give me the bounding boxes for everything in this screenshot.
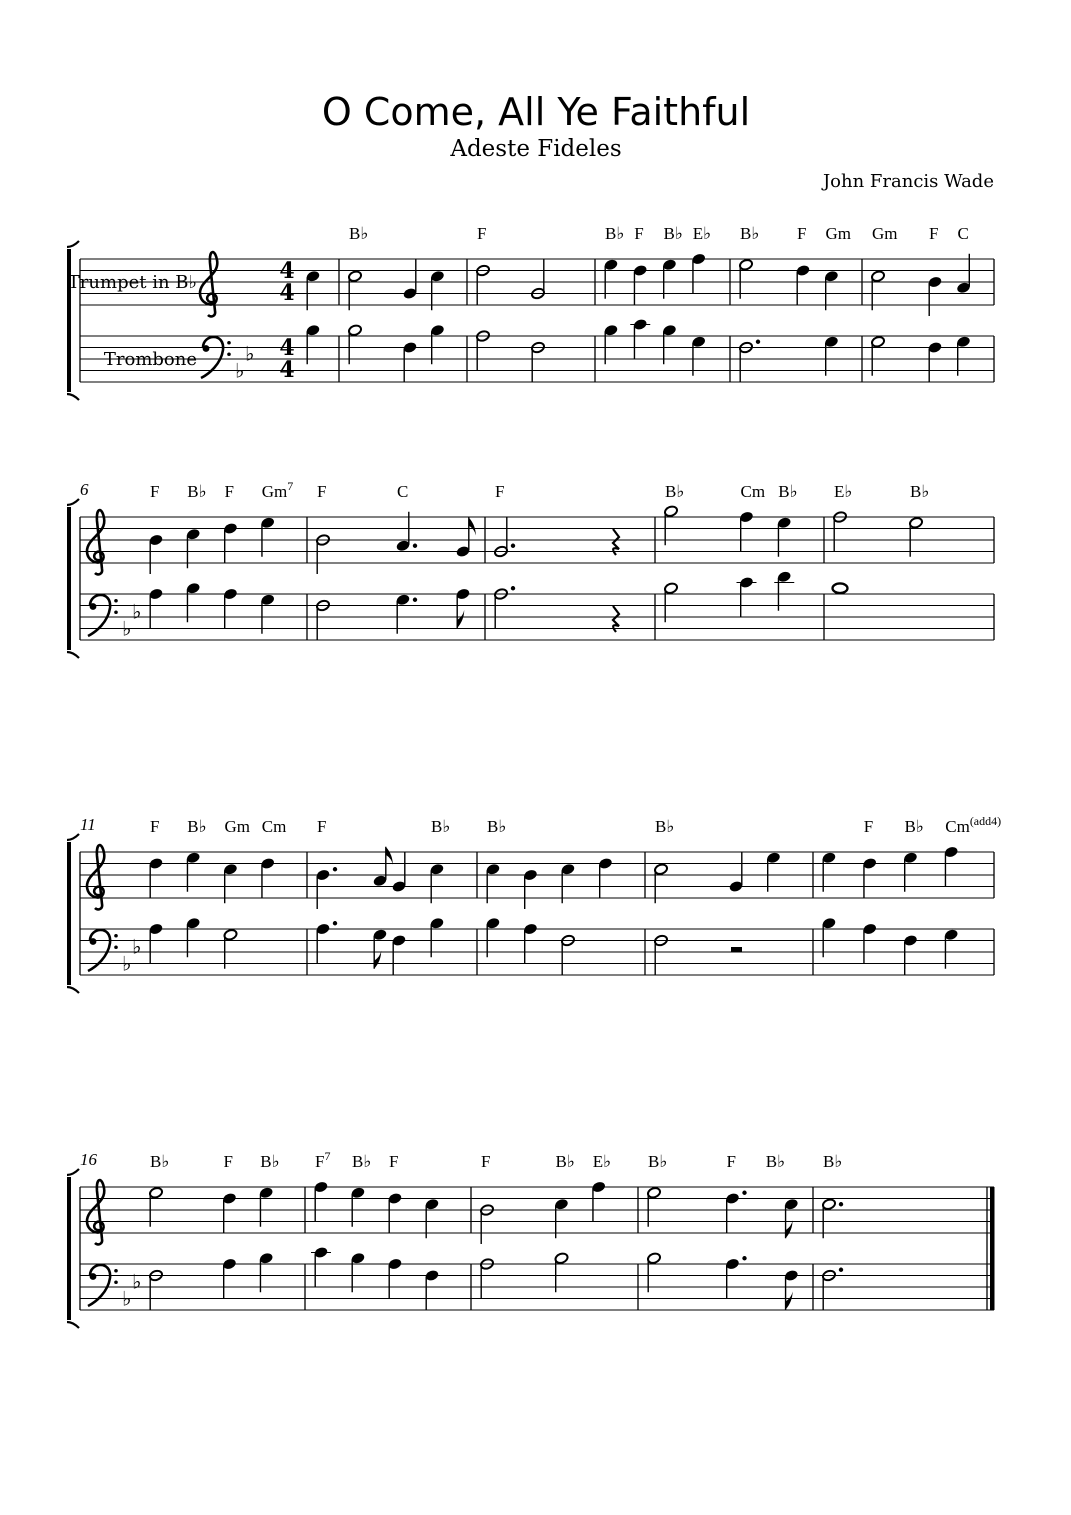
trumpet-note <box>260 857 275 898</box>
chord-root: Gm <box>224 817 250 836</box>
bass-clef-dot <box>114 610 118 614</box>
chord-root: Cm <box>261 817 287 836</box>
dot <box>413 598 417 602</box>
dot <box>511 586 515 590</box>
trombone-note <box>391 934 406 975</box>
treble-clef-icon <box>200 252 217 316</box>
chord-symbol <box>225 482 234 501</box>
bass-clef-dot <box>114 1280 118 1284</box>
trumpet-note <box>186 851 201 892</box>
dot <box>742 1191 746 1195</box>
chord-symbol <box>766 1152 785 1171</box>
chord-root: Gm <box>261 482 288 501</box>
trumpet-note <box>591 1180 606 1221</box>
chord-root: B♭ <box>431 817 451 836</box>
chord-root: B♭ <box>352 1152 372 1171</box>
chord-symbol <box>655 817 674 836</box>
trombone-note <box>259 1252 274 1293</box>
chord-root: B♭ <box>260 1152 280 1171</box>
key-signature-flat: ♭ <box>132 1269 142 1294</box>
chord-symbol <box>187 817 206 836</box>
trumpet-note <box>822 1198 844 1238</box>
treble-clef-icon <box>87 1180 104 1244</box>
key-signature-flat: ♭ <box>122 1286 132 1311</box>
trombone-note <box>311 1246 331 1287</box>
bass-clef-dot <box>203 345 210 352</box>
trombone-note <box>554 1252 569 1292</box>
chord-symbol <box>826 224 852 243</box>
trumpet-note <box>795 264 810 305</box>
trumpet-note <box>305 270 320 311</box>
chord-root: F <box>797 224 807 243</box>
trumpet-note <box>956 254 971 295</box>
chord-symbol <box>352 1152 371 1171</box>
chord-symbol <box>740 224 759 243</box>
trombone-note <box>494 586 516 628</box>
chord-symbol <box>150 817 159 836</box>
chord-root: B♭ <box>487 817 507 836</box>
chord-root: B♭ <box>150 1152 170 1171</box>
trumpet-note <box>429 863 444 904</box>
time-signature-denominator: 4 <box>279 357 295 383</box>
trumpet-staff <box>80 1187 994 1233</box>
chord-symbol <box>664 224 683 243</box>
time-signature-numerator: 4 <box>279 258 295 284</box>
trumpet-note <box>603 258 618 299</box>
trombone-note <box>148 922 163 963</box>
chord-symbol <box>693 224 711 243</box>
chord-root: B♭ <box>187 482 207 501</box>
chord-symbol <box>262 479 294 501</box>
chord-symbol <box>225 817 251 836</box>
key-signature-flat: ♭ <box>235 358 245 383</box>
chord-symbol <box>778 482 797 501</box>
chord-root: Cm <box>740 482 766 501</box>
trumpet-note <box>662 258 677 299</box>
bass-clef-dot <box>114 1269 118 1273</box>
trumpet-note <box>824 270 839 311</box>
chord-symbol <box>481 1152 490 1171</box>
trumpet-note <box>223 863 238 904</box>
time-signature-denominator: 4 <box>279 280 295 306</box>
chord-root: F <box>726 1152 736 1171</box>
trombone-note <box>485 917 500 958</box>
key-signature-flat: ♭ <box>132 934 142 959</box>
chord-root: F <box>150 482 160 501</box>
score-subtitle: Adeste Fideles <box>450 136 622 162</box>
bass-clef-dot <box>114 599 118 603</box>
chord-root: C <box>957 224 969 243</box>
trombone-note <box>630 318 650 359</box>
trumpet-note <box>148 857 163 898</box>
trombone-note <box>223 928 238 968</box>
bracket-top-hook <box>67 1169 79 1175</box>
trombone-note <box>833 582 848 595</box>
trumpet-note <box>315 867 337 909</box>
trumpet-note <box>260 516 275 557</box>
chord-root: B♭ <box>910 482 930 501</box>
trumpet-note <box>186 528 201 569</box>
trumpet-note <box>424 1198 439 1239</box>
trumpet-note <box>728 853 743 894</box>
chord-symbol <box>929 224 938 243</box>
bracket-top-hook <box>67 834 79 840</box>
chord-root: F <box>634 224 644 243</box>
chord-root: B♭ <box>904 817 924 836</box>
trombone-note <box>372 928 387 969</box>
bass-clef-dot <box>227 352 231 356</box>
key-signature-flat: ♭ <box>245 341 255 366</box>
trombone-note <box>350 1252 365 1293</box>
trombone-note <box>523 922 538 963</box>
trumpet-note <box>821 851 836 892</box>
trombone-note <box>186 917 201 958</box>
chord-symbol <box>262 817 287 836</box>
trombone-note <box>903 934 918 975</box>
flag <box>786 1220 793 1238</box>
chord-root: F <box>477 224 487 243</box>
trumpet-staff <box>80 517 994 563</box>
bass-clef-dot <box>90 938 97 945</box>
chord-root: B♭ <box>555 1152 575 1171</box>
time-signature-numerator: 4 <box>279 335 295 361</box>
chord-root: B♭ <box>778 482 798 501</box>
chord-symbol <box>605 224 624 243</box>
trumpet-note <box>691 252 706 293</box>
trumpet-note <box>598 857 613 898</box>
trombone-note <box>784 1269 799 1310</box>
bracket-bottom-hook <box>67 1322 79 1328</box>
trumpet-note <box>903 851 918 892</box>
trumpet-note <box>560 863 575 904</box>
dot <box>333 921 337 925</box>
flag <box>374 951 381 969</box>
trumpet-note <box>523 868 538 909</box>
bass-clef-dot <box>90 603 97 610</box>
trumpet-note <box>944 845 959 886</box>
measure-number: 6 <box>80 480 89 499</box>
trumpet-note <box>909 516 924 556</box>
trumpet-note <box>725 1191 747 1233</box>
chord-root: F <box>389 1152 399 1171</box>
chord-root: F <box>224 482 234 501</box>
bracket-bottom-hook <box>67 394 79 400</box>
chord-symbol <box>958 224 969 243</box>
trombone-note <box>348 324 363 364</box>
trombone-staff <box>80 594 994 640</box>
trombone-note <box>186 582 201 623</box>
chord-root: B♭ <box>765 1152 786 1171</box>
bass-clef-dot <box>114 934 118 938</box>
chord-symbol <box>477 224 486 243</box>
chord-root: B♭ <box>349 224 369 243</box>
chord-symbol <box>556 1152 575 1171</box>
chord-root: B♭ <box>823 1152 843 1171</box>
chord-root: C <box>397 482 409 501</box>
chord-root: B♭ <box>605 224 625 243</box>
chord-symbol <box>741 482 766 501</box>
chord-root: B♭ <box>663 224 683 243</box>
chord-root: Gm <box>872 224 898 243</box>
key-signature-flat: ♭ <box>122 616 132 641</box>
chord-root: E♭ <box>692 224 712 243</box>
flag <box>469 518 476 536</box>
chord-symbol <box>224 1152 233 1171</box>
chord-symbol <box>648 1152 667 1171</box>
trumpet-note <box>348 270 363 310</box>
chord-extension: 7 <box>287 479 294 493</box>
trumpet-note <box>927 275 942 316</box>
trumpet-note <box>654 863 669 903</box>
treble-clef-icon <box>87 510 104 574</box>
trombone-note <box>871 335 886 375</box>
trumpet-note <box>313 1180 328 1221</box>
dot <box>742 1256 746 1260</box>
chord-symbol <box>910 482 929 501</box>
trumpet-note <box>485 863 500 904</box>
chord-symbol <box>389 1152 398 1171</box>
chord-symbol <box>187 482 206 501</box>
chord-root: F <box>317 817 327 836</box>
trombone-note <box>387 1257 402 1298</box>
chord-symbol <box>397 482 408 501</box>
trombone-staff <box>80 1264 994 1310</box>
key-signature-flat: ♭ <box>122 951 132 976</box>
chord-root: F <box>315 1152 325 1171</box>
trumpet-note <box>387 1192 402 1233</box>
dot <box>333 867 337 871</box>
trumpet-note <box>350 1186 365 1227</box>
chord-root: E♭ <box>834 482 853 501</box>
trumpet-note <box>554 1198 569 1239</box>
bass-clef-dot <box>227 341 231 345</box>
chord-root: F <box>863 817 874 836</box>
chord-root: F <box>150 817 160 836</box>
bracket-bottom-hook <box>67 987 79 993</box>
trombone-staff <box>80 929 994 975</box>
instrument-label-trombone: Trombone <box>103 349 197 370</box>
trombone-note <box>429 917 444 958</box>
chord-symbol <box>260 1152 279 1171</box>
trombone-note <box>956 335 971 376</box>
trombone-half-rest <box>731 947 742 952</box>
chord-symbol <box>150 482 159 501</box>
bass-clef-dot <box>114 945 118 949</box>
trumpet-note <box>862 857 877 898</box>
trumpet-note <box>391 853 406 894</box>
composer-name: John Francis Wade <box>822 171 994 192</box>
chord-root: F <box>223 1152 233 1171</box>
trumpet-note <box>777 516 792 557</box>
trombone-note <box>927 341 942 382</box>
bracket-top-hook <box>67 241 79 247</box>
trombone-note <box>395 593 417 634</box>
trombone-note <box>774 570 794 611</box>
bass-clef-icon <box>88 1265 110 1306</box>
dot <box>839 1202 843 1206</box>
bass-clef-dot <box>90 1273 97 1280</box>
chord-symbol <box>797 224 806 243</box>
chord-symbol <box>431 817 450 836</box>
chord-root: B♭ <box>740 224 760 243</box>
trumpet-note <box>766 851 781 892</box>
trombone-note <box>315 921 337 963</box>
trombone-note <box>691 335 706 376</box>
trombone-note <box>424 1269 439 1310</box>
chord-symbol <box>487 817 506 836</box>
dot <box>511 544 515 548</box>
flag <box>786 1292 793 1310</box>
trumpet-note <box>372 847 392 888</box>
trombone-note <box>223 587 238 628</box>
chord-symbol <box>349 224 368 243</box>
treble-clef-icon <box>87 845 104 909</box>
chord-symbol <box>727 1152 736 1171</box>
chord-symbol <box>864 817 873 836</box>
trumpet-note <box>430 270 445 311</box>
trumpet-note <box>739 258 754 298</box>
chord-symbol <box>317 817 326 836</box>
chord-symbol <box>945 814 1001 836</box>
trombone-note <box>662 324 677 365</box>
trombone-note <box>944 928 959 969</box>
chord-root: E♭ <box>592 1152 612 1171</box>
chord-symbol <box>634 224 643 243</box>
trumpet-note <box>148 533 163 574</box>
bass-clef-icon <box>201 337 223 378</box>
chord-root: B♭ <box>187 817 207 836</box>
score-title: O Come, All Ye Faithful <box>321 90 751 134</box>
trombone-note <box>455 587 470 628</box>
trombone-note <box>402 341 417 382</box>
trombone-note <box>430 324 445 365</box>
dot <box>839 1268 843 1272</box>
chord-symbol <box>315 1149 330 1171</box>
chord-root: F <box>495 482 505 501</box>
trombone-note <box>822 1268 844 1310</box>
bass-clef-icon <box>88 930 110 971</box>
chord-root: B♭ <box>665 482 685 501</box>
chord-symbol <box>872 224 898 243</box>
instrument-label-trumpet: Trumpet in B♭ <box>67 272 197 293</box>
trombone-note <box>260 593 275 634</box>
chord-symbol <box>834 482 852 501</box>
chord-symbol <box>823 1152 842 1171</box>
final-barline-thick <box>990 1187 995 1310</box>
bracket-top-hook <box>67 499 79 505</box>
trombone-note <box>305 324 320 365</box>
trombone-note <box>824 335 839 376</box>
chord-extension: (add4) <box>969 814 1002 828</box>
trumpet-note <box>784 1198 799 1239</box>
chord-symbol <box>317 482 326 501</box>
trombone-note <box>862 922 877 963</box>
bass-clef-icon <box>88 595 110 636</box>
measure-number: 11 <box>80 815 96 834</box>
measure-number: 16 <box>80 1150 97 1169</box>
trumpet-note <box>647 1186 662 1226</box>
trombone-note <box>664 582 679 622</box>
trumpet-note <box>259 1186 274 1227</box>
chord-root: Gm <box>825 224 851 243</box>
trumpet-note <box>664 505 679 545</box>
trumpet-note <box>149 1186 164 1226</box>
trombone-note <box>737 576 757 617</box>
trombone-note <box>821 917 836 958</box>
chord-symbol <box>593 1152 611 1171</box>
trombone-note <box>222 1257 237 1298</box>
flag <box>457 610 464 628</box>
chord-root: F <box>317 482 327 501</box>
chord-root: B♭ <box>655 817 675 836</box>
flag <box>386 847 393 865</box>
trombone-note <box>725 1256 747 1298</box>
trumpet-note <box>633 264 648 305</box>
key-signature-flat: ♭ <box>132 599 142 624</box>
chord-symbol <box>495 482 504 501</box>
bracket-bottom-hook <box>67 652 79 658</box>
whole-note-ring <box>833 583 848 593</box>
trumpet-note <box>222 1192 237 1233</box>
chord-root: F <box>481 1152 491 1171</box>
trumpet-note <box>871 270 886 310</box>
trumpet-note <box>739 510 754 551</box>
dot <box>413 544 417 548</box>
chord-symbol <box>665 482 684 501</box>
trombone-note <box>739 340 761 382</box>
chord-root: F <box>929 224 939 243</box>
trombone-note <box>603 324 618 365</box>
chord-extension: 7 <box>324 1149 331 1163</box>
trumpet-staff <box>80 852 994 898</box>
trombone-note <box>148 587 163 628</box>
chord-root: B♭ <box>648 1152 668 1171</box>
trumpet-note <box>402 260 417 301</box>
trumpet-note <box>395 512 417 553</box>
chord-root: Cm <box>945 817 970 836</box>
trumpet-note <box>223 522 238 563</box>
chord-symbol <box>150 1152 169 1171</box>
dot <box>756 340 760 344</box>
trombone-note <box>647 1252 662 1292</box>
chord-symbol <box>905 817 924 836</box>
